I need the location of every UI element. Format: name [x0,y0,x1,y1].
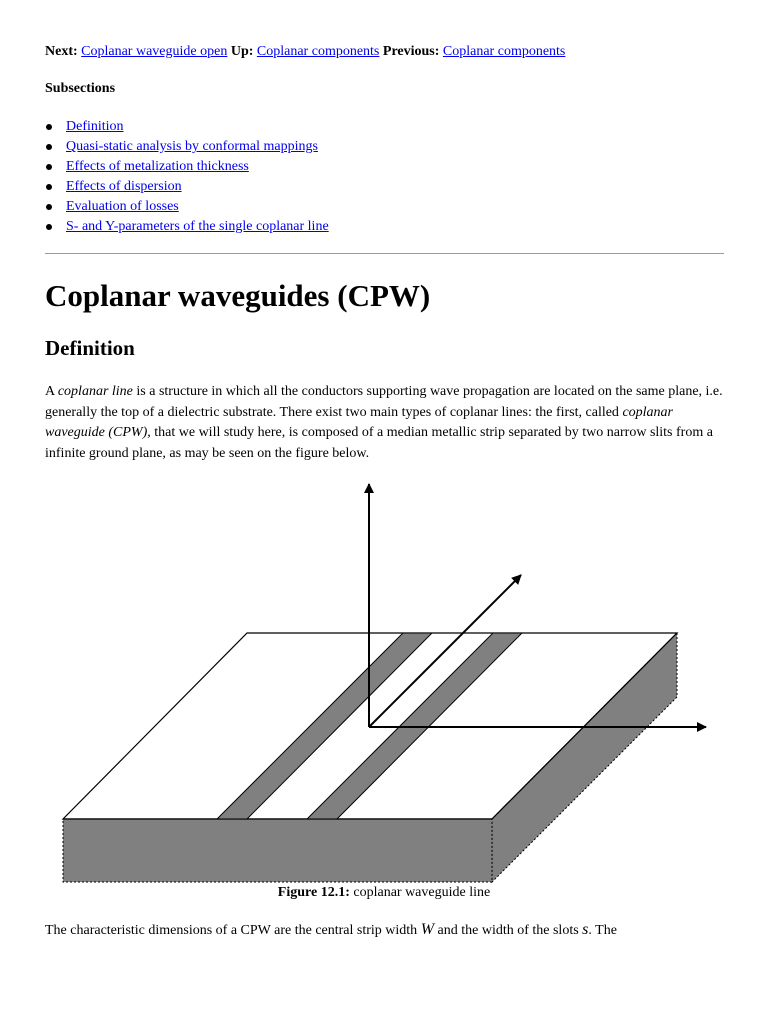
navigation-bar [45,44,565,60]
paragraph-emphasis: coplanar line [57,384,133,399]
subsections-title: Subsections [45,81,116,96]
substrate-front-face [63,819,492,882]
subsection-link-s-y-parameters[interactable]: S- and Y-parameters of the single coplanar line [66,219,329,234]
cpw-figure [0,470,768,890]
figure-caption [0,885,768,901]
paragraph-text: A [45,384,58,399]
horizontal-divider [45,253,724,254]
math-s: s [582,921,589,938]
list-item [66,157,329,177]
subsection-link-definition[interactable]: Definition [66,119,124,134]
figure-label: Figure 12.1: [277,885,350,900]
list-item [66,177,329,197]
list-item [66,137,329,157]
paragraph-text: is a structure in which all the conductors supporting wave propagation are located on the same plane, i.e. generally the top of a dielectric substrate. There exist two main types of coplanar lines: the first, called [45,384,723,420]
page-title: Coplanar waveguides (CPW) [45,278,431,313]
paragraph-text: The characteristic dimensions of a CPW are the central strip width [45,923,421,938]
dimensions-paragraph [45,921,735,939]
definition-paragraph [45,382,735,464]
list-item [66,197,329,217]
section-title: Definition [45,336,135,360]
list-item [66,217,329,237]
next-label: Next: [45,44,78,59]
subsection-link-dispersion[interactable]: Effects of dispersion [66,179,182,194]
subsection-link-losses[interactable]: Evaluation of losses [66,199,179,214]
list-item [66,117,329,137]
paragraph-emphasis: coplanar waveguide (CPW) [45,404,673,440]
math-w: W [420,921,435,938]
subsection-link-quasi-static[interactable]: Quasi-static analysis by conformal mappings [66,139,318,154]
previous-link[interactable]: Coplanar components [442,44,566,59]
next-link[interactable]: Coplanar waveguide open [81,44,228,59]
subsections-list [66,117,329,237]
up-link[interactable]: Coplanar components [256,44,380,59]
paragraph-text: , that we will study here, is composed of a median metallic strip separated by two narrow slits from a infinite ground plane, as may be seen on the figure below. [45,425,713,461]
paragraph-text: . The [588,923,617,938]
previous-label: Previous: [382,44,440,59]
subsection-link-metalization[interactable]: Effects of metalization thickness [66,159,249,174]
paragraph-text: and the width of the slots [434,923,583,938]
up-label: Up: [230,44,254,59]
figure-caption-text: coplanar waveguide line [353,885,491,900]
